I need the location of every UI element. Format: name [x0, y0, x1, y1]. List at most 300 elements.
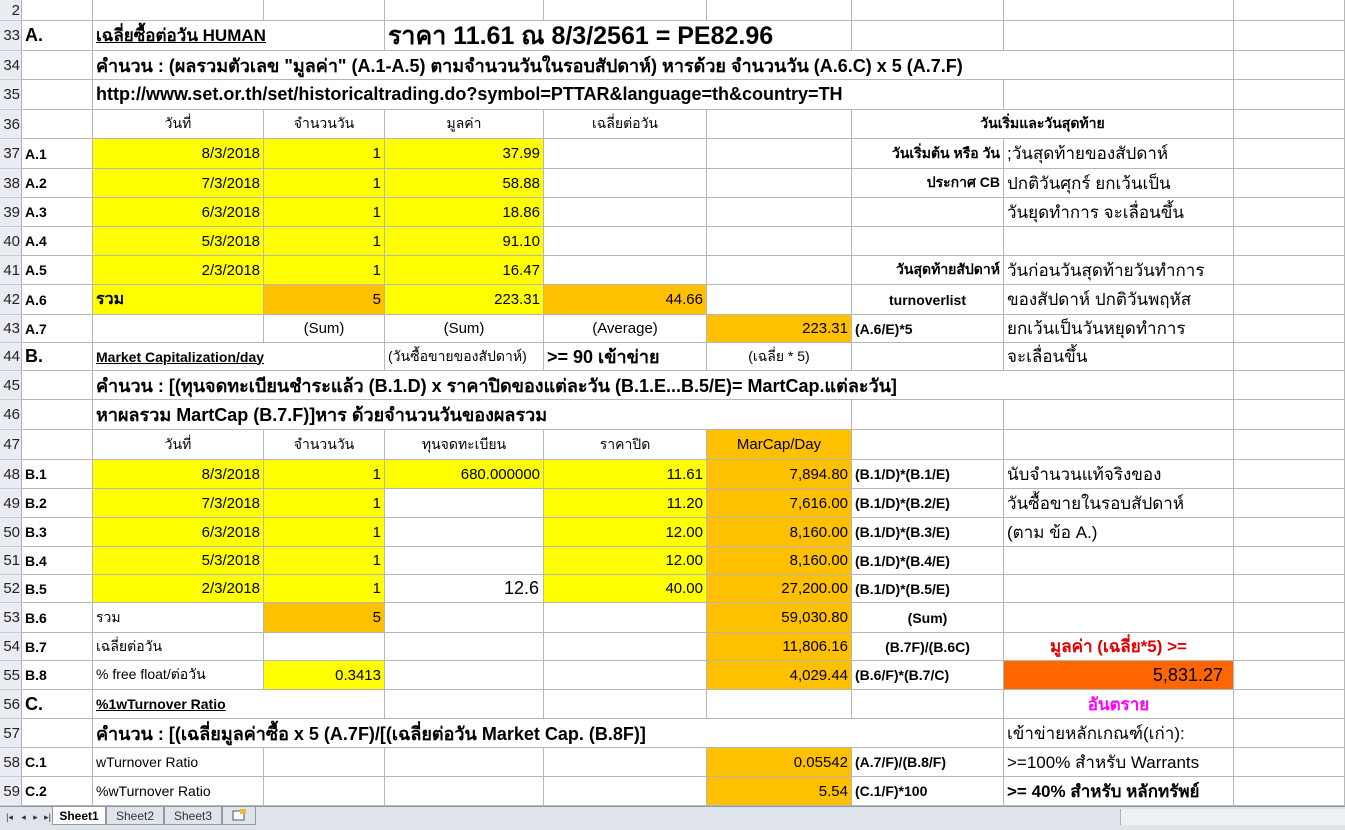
cell-empty[interactable]: [1234, 256, 1345, 285]
cell-empty[interactable]: [1234, 489, 1345, 518]
b6-label[interactable]: [93, 603, 264, 633]
a-date[interactable]: [93, 169, 264, 198]
cell-empty[interactable]: [22, 371, 93, 400]
section-b-sub1[interactable]: [385, 343, 544, 371]
cell-empty[interactable]: [1234, 80, 1345, 110]
row-id[interactable]: [22, 547, 93, 575]
header-date[interactable]: [93, 430, 264, 460]
cell-empty[interactable]: [22, 430, 93, 460]
b-formula[interactable]: [852, 489, 1004, 518]
cell-empty[interactable]: [22, 80, 93, 110]
b-days[interactable]: [264, 575, 385, 603]
cell-empty[interactable]: [1234, 315, 1345, 343]
new-sheet-icon: [231, 809, 247, 822]
section-a-title-text: เฉลี่ยซื้อต่อวัน HUMAN: [96, 26, 266, 45]
cell-empty[interactable]: [852, 343, 1004, 371]
a-note-g[interactable]: [852, 256, 1004, 285]
row-header[interactable]: 45: [0, 371, 22, 400]
b-close[interactable]: [544, 518, 707, 547]
cell-empty[interactable]: [1234, 51, 1345, 80]
a-value-text: 91.10: [502, 232, 540, 250]
row-id-text: B.7: [25, 638, 47, 655]
b-marcap-text: 8,160.00: [789, 552, 848, 569]
cell-empty[interactable]: [22, 719, 93, 748]
a-note-g[interactable]: [852, 198, 1004, 227]
cell-empty[interactable]: [1234, 400, 1345, 430]
b-formula[interactable]: [852, 547, 1004, 575]
row-header[interactable]: 55: [0, 661, 22, 690]
cell-empty[interactable]: [385, 603, 544, 633]
a-value[interactable]: [385, 139, 544, 169]
row-id[interactable]: [22, 139, 93, 169]
header-close-text: ราคาปิด: [599, 435, 651, 452]
a-value[interactable]: [385, 256, 544, 285]
a-value[interactable]: [385, 169, 544, 198]
a-total-avg[interactable]: [544, 285, 707, 315]
cell-empty[interactable]: [385, 661, 544, 690]
row-header[interactable]: 44: [0, 343, 22, 371]
a7-formula-text: (A.6/E)*5: [855, 320, 913, 337]
row-id[interactable]: [22, 198, 93, 227]
row-id-text: C.2: [25, 783, 47, 799]
b-marcap[interactable]: [707, 518, 852, 547]
b8-result[interactable]: [1004, 661, 1234, 690]
cell-empty[interactable]: [22, 51, 93, 80]
cell-empty[interactable]: [1234, 719, 1345, 748]
cell-empty[interactable]: [852, 0, 1004, 21]
b-note[interactable]: [1004, 460, 1234, 489]
cell-empty[interactable]: [852, 21, 1004, 51]
cell-empty[interactable]: [1234, 0, 1345, 21]
section-a-formula[interactable]: [93, 51, 1234, 80]
row-header[interactable]: 36: [0, 110, 22, 139]
b6-formula[interactable]: [852, 603, 1004, 633]
section-c-title[interactable]: [93, 690, 385, 719]
b-marcap[interactable]: [707, 489, 852, 518]
cell-empty[interactable]: [852, 690, 1004, 719]
cell-empty[interactable]: [1234, 285, 1345, 315]
a7-formula[interactable]: [852, 315, 1004, 343]
cell-empty[interactable]: [385, 489, 544, 518]
row-header[interactable]: 46: [0, 400, 22, 430]
a-note-h[interactable]: [1004, 198, 1234, 227]
cell-empty[interactable]: [544, 690, 707, 719]
a-value[interactable]: [385, 227, 544, 256]
b7-marcap-text: 11,806.16: [782, 638, 848, 655]
source-url[interactable]: [93, 80, 1004, 110]
a-note-h[interactable]: [1004, 343, 1234, 371]
cell-empty[interactable]: [544, 633, 707, 661]
section-b-label-text: B.: [25, 346, 43, 366]
a-note-g[interactable]: [852, 169, 1004, 198]
c-value[interactable]: [707, 777, 852, 806]
cell-empty[interactable]: [22, 400, 93, 430]
b-note[interactable]: [1004, 547, 1234, 575]
criteria-title[interactable]: [1004, 719, 1234, 748]
cell-empty[interactable]: [1234, 547, 1345, 575]
cell-empty[interactable]: [385, 748, 544, 777]
b-formula-text: (B.1/D)*(B.4/E): [855, 552, 950, 569]
row-id[interactable]: [22, 575, 93, 603]
cell-empty[interactable]: [1234, 139, 1345, 169]
c-value[interactable]: [707, 748, 852, 777]
cell-empty[interactable]: [93, 315, 264, 343]
header-date-text: วันที่: [164, 435, 192, 452]
a-note-h[interactable]: [1004, 315, 1234, 343]
a-note-g[interactable]: [852, 227, 1004, 256]
cell-empty[interactable]: [1234, 169, 1345, 198]
cell-empty[interactable]: [264, 777, 385, 806]
b-formula[interactable]: [852, 518, 1004, 547]
b-days[interactable]: [264, 518, 385, 547]
cell-empty[interactable]: [1234, 690, 1345, 719]
cell-empty[interactable]: [385, 633, 544, 661]
section-b-formula1-text: คำนวน : [(ทุนจดทะเบียนชำระแล้ว (B.1.D) x ราคาปิดของแต่ละวัน (B.1.E...B.5/E)= MartCap.แต่ละวัน]: [96, 375, 897, 396]
cell-empty[interactable]: [1234, 430, 1345, 460]
cell-empty[interactable]: [544, 198, 707, 227]
section-b-formula2[interactable]: [93, 400, 852, 430]
tab-sheet3[interactable]: Sheet3: [164, 807, 222, 825]
cell-empty[interactable]: [1004, 603, 1234, 633]
a-note-g[interactable]: [852, 285, 1004, 315]
row-header[interactable]: 59: [0, 777, 22, 806]
cell-empty[interactable]: [1234, 460, 1345, 489]
a-note-h-text: ;วันสุดท้ายของสัปดาห์: [1007, 144, 1169, 163]
insert-sheet-button[interactable]: [222, 807, 256, 825]
b-close-text: 11.61: [666, 465, 703, 483]
row-id[interactable]: [22, 518, 93, 547]
a7-f[interactable]: [707, 315, 852, 343]
b8-marcap[interactable]: [707, 661, 852, 690]
cell-empty[interactable]: [22, 0, 93, 21]
b-close[interactable]: [544, 460, 707, 489]
a-note-h-text: ปกติวันศุกร์ ยกเว้นเป็น: [1007, 173, 1171, 193]
a-note-h[interactable]: [1004, 139, 1234, 169]
cell-empty[interactable]: [1234, 227, 1345, 256]
cell-empty[interactable]: [1004, 80, 1234, 110]
section-a-title[interactable]: [93, 21, 385, 51]
cell-empty[interactable]: [264, 0, 385, 21]
prev-sheet-icon[interactable]: ◂: [21, 811, 26, 822]
cell-empty[interactable]: [385, 690, 544, 719]
b-date[interactable]: [93, 547, 264, 575]
section-c-label[interactable]: [22, 690, 93, 719]
header-capital[interactable]: [385, 430, 544, 460]
row-header[interactable]: 38: [0, 169, 22, 198]
cell-empty[interactable]: [1004, 21, 1234, 51]
a-value[interactable]: [385, 198, 544, 227]
b-marcap[interactable]: [707, 547, 852, 575]
cell-empty[interactable]: [1234, 371, 1345, 400]
next-sheet-icon[interactable]: ▸: [33, 811, 38, 822]
row-header[interactable]: 53: [0, 603, 22, 633]
c-note[interactable]: [1004, 748, 1234, 777]
cell-empty[interactable]: [707, 169, 852, 198]
b8-label[interactable]: [93, 661, 264, 690]
b-date-text: 2/3/2018: [201, 580, 260, 597]
b-close-text: 40.00: [665, 580, 703, 597]
row-header[interactable]: 2: [0, 0, 22, 21]
row-header[interactable]: 40: [0, 227, 22, 256]
row-header[interactable]: 48: [0, 460, 22, 489]
row-id[interactable]: [22, 603, 93, 633]
danger-label[interactable]: [1004, 690, 1234, 719]
a-days[interactable]: [264, 169, 385, 198]
row-id[interactable]: [22, 661, 93, 690]
cell-empty[interactable]: [544, 661, 707, 690]
criteria-title-text: เข้าข่ายหลักเกณฑ์(เก่า):: [1007, 723, 1185, 743]
cell-empty[interactable]: [385, 518, 544, 547]
row-header[interactable]: 49: [0, 489, 22, 518]
section-a-label[interactable]: [22, 21, 93, 51]
row-id[interactable]: [22, 460, 93, 489]
a-days[interactable]: [264, 256, 385, 285]
header-marcap[interactable]: [707, 430, 852, 460]
b6-marcap[interactable]: [707, 603, 852, 633]
horizontal-scrollbar[interactable]: [1120, 809, 1345, 825]
row-header[interactable]: 35: [0, 80, 22, 110]
first-sheet-icon[interactable]: |◂: [6, 811, 13, 822]
b8-formula[interactable]: [852, 661, 1004, 690]
cell-empty[interactable]: [1004, 430, 1234, 460]
cell-empty[interactable]: [1234, 748, 1345, 777]
cell-empty[interactable]: [1234, 110, 1345, 139]
cell-empty[interactable]: [1234, 343, 1345, 371]
b7-marcap[interactable]: [707, 633, 852, 661]
cell-empty[interactable]: [544, 139, 707, 169]
b-days[interactable]: [264, 489, 385, 518]
section-b-label[interactable]: [22, 343, 93, 371]
a-date[interactable]: [93, 198, 264, 227]
danger-label-text: อันตราย: [1087, 694, 1150, 714]
row-id[interactable]: [22, 285, 93, 315]
tab-sheet1[interactable]: Sheet1: [52, 807, 106, 825]
b-close-text: 12.00: [665, 552, 703, 569]
sheet-tab-bar: [0, 806, 1345, 830]
b-days[interactable]: [264, 460, 385, 489]
b-marcap[interactable]: [707, 460, 852, 489]
b8-ratio[interactable]: [264, 661, 385, 690]
b-date-text: 6/3/2018: [201, 523, 260, 541]
cell-empty[interactable]: [544, 256, 707, 285]
cell-empty[interactable]: [852, 400, 1004, 430]
header-days[interactable]: [264, 430, 385, 460]
a-note-h[interactable]: [1004, 285, 1234, 315]
a-days[interactable]: [264, 227, 385, 256]
section-a-label-text: A.: [25, 25, 43, 45]
section-b-threshold[interactable]: [544, 343, 707, 371]
b-date[interactable]: [93, 489, 264, 518]
b-capital-text: 12.6: [503, 578, 539, 598]
a-note-h[interactable]: [1004, 169, 1234, 198]
b-date[interactable]: [93, 518, 264, 547]
b-note[interactable]: [1004, 518, 1234, 547]
cell-empty[interactable]: [707, 285, 852, 315]
a-date[interactable]: [93, 227, 264, 256]
row-id-text: A.6: [25, 291, 47, 308]
row-header[interactable]: 39: [0, 198, 22, 227]
a7-e[interactable]: [544, 315, 707, 343]
b-days-text: 1: [372, 494, 381, 512]
a7-d[interactable]: [385, 315, 544, 343]
row-header[interactable]: 52: [0, 575, 22, 603]
section-b-formula2-text: หาผลรวม MartCap (B.7.F)]หาร ด้วยจำนวนวันของผลรวม: [96, 405, 548, 425]
cell-empty[interactable]: [544, 748, 707, 777]
c-note[interactable]: [1004, 777, 1234, 806]
row-header[interactable]: 34: [0, 51, 22, 80]
c-label-text: wTurnover Ratio: [96, 754, 199, 770]
c-label[interactable]: [93, 777, 264, 806]
row-header[interactable]: 57: [0, 719, 22, 748]
c-formula-text: (C.1/F)*100: [855, 783, 928, 799]
b7-note[interactable]: [1004, 633, 1234, 661]
b-note[interactable]: [1004, 575, 1234, 603]
row-id[interactable]: [22, 256, 93, 285]
a-note-g-text: turnoverlist: [888, 291, 966, 308]
cell-empty[interactable]: [707, 227, 852, 256]
cell-empty[interactable]: [852, 430, 1004, 460]
row-header[interactable]: 33: [0, 21, 22, 51]
cell-empty[interactable]: [264, 633, 385, 661]
cell-empty[interactable]: [22, 110, 93, 139]
row-id-text: A.4: [25, 233, 47, 249]
b-close[interactable]: [544, 547, 707, 575]
row-id[interactable]: [22, 777, 93, 806]
b-note[interactable]: [1004, 489, 1234, 518]
cell-empty[interactable]: [385, 547, 544, 575]
b-days[interactable]: [264, 547, 385, 575]
last-sheet-icon[interactable]: ▸|: [44, 811, 51, 822]
row-id[interactable]: [22, 633, 93, 661]
row-header[interactable]: 50: [0, 518, 22, 547]
a-total-value-text: 223.31: [494, 291, 540, 308]
b-formula[interactable]: [852, 575, 1004, 603]
a-note-h[interactable]: [1004, 256, 1234, 285]
b-close-text: 11.20: [666, 494, 703, 512]
header-close[interactable]: [544, 430, 707, 460]
cell-empty[interactable]: [544, 227, 707, 256]
cell-empty[interactable]: [544, 777, 707, 806]
row-header[interactable]: 43: [0, 315, 22, 343]
b-formula[interactable]: [852, 460, 1004, 489]
cell-empty[interactable]: [544, 169, 707, 198]
row-id[interactable]: [22, 227, 93, 256]
c-formula[interactable]: [852, 748, 1004, 777]
section-b-sub2[interactable]: [707, 343, 852, 371]
a-note-h[interactable]: [1004, 227, 1234, 256]
cell-empty[interactable]: [707, 690, 852, 719]
cell-empty[interactable]: [1234, 777, 1345, 806]
a-note-h-text: ของสัปดาห์ ปกติวันพฤหัส: [1007, 290, 1192, 309]
a-total-days[interactable]: [264, 285, 385, 315]
header-value[interactable]: [385, 110, 544, 139]
cell-empty[interactable]: [1234, 661, 1345, 690]
b-days-text: 1: [372, 523, 381, 541]
cell-empty[interactable]: [1004, 0, 1234, 21]
row-header[interactable]: 54: [0, 633, 22, 661]
b7-formula[interactable]: [852, 633, 1004, 661]
cell-empty[interactable]: [264, 748, 385, 777]
cell-empty[interactable]: [1234, 633, 1345, 661]
row-header[interactable]: 51: [0, 547, 22, 575]
row-header[interactable]: 37: [0, 139, 22, 169]
b-close[interactable]: [544, 489, 707, 518]
row-id[interactable]: [22, 748, 93, 777]
c-formula[interactable]: [852, 777, 1004, 806]
a-total-label[interactable]: [93, 285, 264, 315]
c-label[interactable]: [93, 748, 264, 777]
b-note-text: วันซื้อขายในรอบสัปดาห์: [1007, 493, 1185, 513]
b-marcap-text: 7,616.00: [789, 494, 848, 512]
a-date[interactable]: [93, 256, 264, 285]
row-id-text: A.2: [25, 175, 47, 191]
price-headline[interactable]: [385, 21, 852, 51]
cell-empty[interactable]: [707, 110, 852, 139]
cell-empty[interactable]: [385, 777, 544, 806]
row-header[interactable]: 56: [0, 690, 22, 719]
b8-marcap-text: 4,029.44: [789, 666, 848, 684]
a-note-g[interactable]: [852, 139, 1004, 169]
row-header[interactable]: 42: [0, 285, 22, 315]
row-id[interactable]: [22, 169, 93, 198]
cell-empty[interactable]: [707, 139, 852, 169]
cell-empty[interactable]: [1234, 21, 1345, 51]
row-header[interactable]: 47: [0, 430, 22, 460]
cell-empty[interactable]: [1234, 198, 1345, 227]
header-date-text: วันที่: [164, 115, 192, 131]
a-days-text: 1: [372, 145, 381, 162]
side-header-text: วันเริ่มและวันสุดท้าย: [980, 115, 1105, 131]
b-date[interactable]: [93, 575, 264, 603]
cell-empty[interactable]: [707, 198, 852, 227]
header-days[interactable]: [264, 110, 385, 139]
cell-empty[interactable]: [1234, 575, 1345, 603]
b-marcap[interactable]: [707, 575, 852, 603]
side-header[interactable]: [852, 110, 1234, 139]
a-days[interactable]: [264, 198, 385, 227]
header-date[interactable]: [93, 110, 264, 139]
a-total-value[interactable]: [385, 285, 544, 315]
section-c-formula[interactable]: [93, 719, 1004, 748]
a-date[interactable]: [93, 139, 264, 169]
a-days[interactable]: [264, 139, 385, 169]
row-header[interactable]: 58: [0, 748, 22, 777]
b-capital[interactable]: [385, 575, 544, 603]
a7-c[interactable]: [264, 315, 385, 343]
cell-empty[interactable]: [1234, 518, 1345, 547]
section-b-title[interactable]: [93, 343, 385, 371]
a-total-label-text: รวม: [96, 291, 125, 308]
row-id[interactable]: [22, 315, 93, 343]
header-marcap-text: MarCap/Day: [736, 436, 822, 453]
cell-empty[interactable]: [1234, 603, 1345, 633]
cell-empty[interactable]: [707, 256, 852, 285]
section-b-formula1[interactable]: [93, 371, 1234, 400]
row-id[interactable]: [22, 489, 93, 518]
cell-empty[interactable]: [93, 0, 264, 21]
b-date-text: 5/3/2018: [201, 552, 260, 569]
b-date[interactable]: [93, 460, 264, 489]
row-header[interactable]: 41: [0, 256, 22, 285]
b7-label[interactable]: [93, 633, 264, 661]
b-close[interactable]: [544, 575, 707, 603]
b-capital[interactable]: [385, 460, 544, 489]
header-avg[interactable]: [544, 110, 707, 139]
cell-empty[interactable]: [544, 603, 707, 633]
cell-empty[interactable]: [1004, 400, 1234, 430]
tab-sheet2[interactable]: Sheet2: [106, 807, 164, 825]
b6-days[interactable]: [264, 603, 385, 633]
